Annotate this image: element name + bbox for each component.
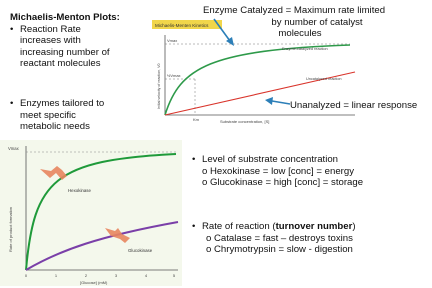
- half-vmax-label: ½Vmax: [167, 73, 181, 78]
- glucokinase-curve: [26, 222, 178, 270]
- glucokinase-label: Glucokinase: [128, 248, 153, 253]
- km-label: Km: [193, 117, 199, 122]
- hexokinase-line: o Hexokinase = low [conc] = energy: [202, 165, 354, 177]
- enzymes-tailored-bullet: [10, 98, 104, 133]
- michaelis-menton-title: Michaelis-Menton Plots:: [10, 12, 120, 23]
- hexokinase-label: Hexokinase: [68, 188, 91, 193]
- turnover-number: turnover number: [275, 221, 353, 232]
- bullet-line: reactant molecules: [20, 58, 101, 69]
- rate-of-reaction-block: [192, 221, 356, 256]
- bullet-dot-icon: •: [192, 221, 196, 232]
- chymotrypsin-line: o Chrymotrypsin = slow - digestion: [206, 244, 353, 255]
- vmax-label: Vmax: [167, 38, 178, 43]
- glucokinase-arrow-icon: [105, 228, 130, 243]
- hexokinase-arrow-icon: [40, 166, 67, 180]
- bullet-line: meet specific: [20, 109, 76, 121]
- enzyme-curve-label: Enzyme-catalyzed reaction: [282, 47, 328, 51]
- x-tick-label: 2: [84, 273, 88, 278]
- unanalyzed-arrow: [272, 101, 290, 104]
- unanalyzed-caption: Unanalyzed = linear response: [290, 100, 418, 111]
- glucokinase-line: o Glucokinase = high [conc] = storage: [202, 177, 364, 188]
- caption-line: by number of catalyst: [271, 16, 363, 28]
- caption-line: Enzyme Catalyzed = Maximum rate limited: [202, 5, 386, 16]
- unanalyzed-arrowhead-icon: [265, 97, 273, 105]
- rate-title: [202, 221, 356, 233]
- bullet-line: increasing number of: [20, 46, 110, 58]
- reaction-rate-bullet: [10, 24, 120, 70]
- substrate-bullet: [192, 154, 363, 166]
- michaelis-menton-block: [10, 12, 120, 70]
- substrate-title: Level of substrate concentration: [202, 154, 338, 165]
- bullet-dot-icon: •: [10, 98, 14, 109]
- y-axis-label: Rate of product formation: [8, 206, 13, 252]
- x-tick-label: 3: [114, 273, 118, 278]
- catalase-line: o Catalase = fast – destroys toxins: [206, 232, 353, 244]
- x-axis-label: [Glucose] (mM): [80, 280, 108, 285]
- x-tick-label: 0: [24, 273, 28, 278]
- bullet-dot-icon: •: [10, 23, 14, 35]
- kinetics-badge-text: Michaelis-Menten Kinetics: [155, 23, 209, 28]
- enzymes-tailored-block: [10, 98, 104, 133]
- caption-line: molecules: [278, 28, 322, 39]
- rate-prefix: Rate of reaction (: [202, 221, 276, 232]
- vmax-label: Vmax: [8, 146, 19, 151]
- x-tick-label: 5: [172, 273, 176, 278]
- hexokinase-glucokinase-graph: [0, 140, 182, 286]
- uncatalyzed-label: Uncatalyzed reaction: [306, 77, 342, 81]
- y-axis-label: Initial velocity of reaction, V0: [157, 63, 161, 109]
- x-axis-label: Substrate concentration, [S]: [220, 119, 270, 124]
- bullet-line: increases with: [20, 35, 81, 46]
- x-tick-label: 4: [144, 273, 148, 278]
- bullet-line: Enzymes tailored to: [20, 98, 105, 109]
- rate-bullet: [192, 221, 356, 233]
- bullet-dot-icon: •: [192, 154, 196, 165]
- bullet-line: Reaction Rate: [20, 23, 81, 35]
- rate-suffix: ): [352, 221, 356, 232]
- x-tick-label: 1: [54, 273, 58, 278]
- bullet-line: metabolic needs: [20, 121, 90, 132]
- substrate-concentration-block: [192, 154, 363, 189]
